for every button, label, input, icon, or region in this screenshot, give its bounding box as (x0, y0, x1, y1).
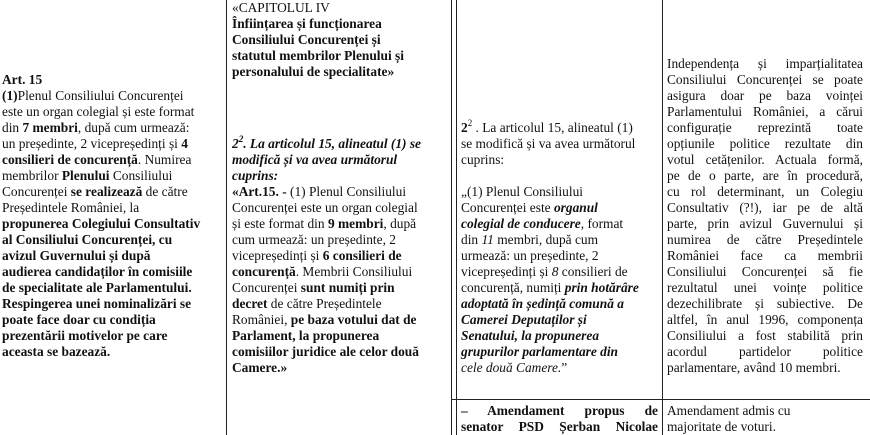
row-divider (451, 399, 870, 400)
text-line: Consiliului a fost stabilită prin (667, 328, 863, 343)
text-line: propunerea Colegiului Consultativ (2, 216, 201, 231)
text-line: României face ca membrii (667, 248, 863, 263)
text-line: modifică și va avea următorul (232, 152, 398, 167)
heading-line: Consiliului Concurenței și (232, 32, 381, 47)
text-line: senator PSD Șerban Nicolae (461, 419, 658, 434)
text-line: Parlamentului României, a cărui (667, 104, 863, 119)
column-divider (662, 0, 663, 435)
text-line: Respingerea unei nominalizări se (2, 296, 192, 311)
text-line: aceasta se bazează. (2, 344, 111, 359)
amendment-text-cell (461, 120, 658, 376)
text-line: grupurilor parlamentare din (461, 344, 619, 359)
text-line: Concurenței este organul (461, 200, 598, 215)
text-line: consilieri de concurență. Numirea (2, 152, 192, 167)
text-line: Amendament admis cu (667, 403, 791, 418)
text-line: majoritate de voturi. (667, 419, 776, 434)
text-line: Consiliului Concurenței să fie (667, 264, 863, 279)
text-line: Camerei Deputaților și (461, 312, 587, 327)
text-line: Consiliului Concurenței se poate (667, 72, 863, 87)
text-line: cuprins: (232, 168, 279, 183)
text-line: comisiilor juridice ale celor două (232, 344, 419, 359)
text-line: – Amendament propus de (461, 403, 658, 418)
text-line: adoptată în ședință comună a (461, 296, 624, 311)
amendment-author (461, 403, 658, 435)
text-line: votul cetățenilor. Actuala formă, (667, 152, 863, 167)
text-line: României, pe baza votului dat de (232, 312, 417, 327)
text-line: Independența și imparțialitatea (667, 56, 863, 71)
amendment-intro: $2^2$ . La articolul 15, alineatul (1) (461, 118, 633, 135)
text-line: Concurenței sunt numiți prin (232, 280, 395, 295)
motivation-cell (667, 56, 863, 376)
text-line: avizul Guvernului și după (2, 248, 151, 263)
text-line: Concurenței este un organ colegial (232, 200, 418, 215)
column-divider (226, 0, 227, 435)
text-line: din 11 membri, după cum (461, 232, 598, 247)
text-line: parte, prin avizul Guvernului și (667, 216, 863, 231)
text-line: cu rol determinant, un Colegiu (667, 184, 863, 199)
chapter-heading (232, 0, 448, 80)
text-line: Concurenței se realizează de către (2, 184, 188, 199)
text-line: de specialitate ale Parlamentului. (2, 280, 192, 295)
column-divider (451, 0, 452, 435)
text-line: rezultatul unei voințe politice (667, 280, 863, 295)
initiative-text-cell (232, 136, 448, 376)
text-line: asigura doar pe baza voinței (667, 88, 863, 103)
text-line: membrilor Plenului Consiliului (2, 168, 173, 183)
text-line: Consultativ (?!), iar pe de altă (667, 200, 863, 215)
text-line: audierea candidaților în comisiile (2, 264, 193, 279)
heading-line: statutul membrilor Plenului și (232, 48, 404, 63)
text-line: (1)Plenul Consiliului Concurenței (2, 88, 184, 103)
text-line: un președinte, 2 vicepreședinți și 4 (2, 136, 188, 151)
text-line: Parlament, la propunerea (232, 328, 380, 343)
vote-result (667, 403, 863, 435)
text-line: configurație reprezintă toate (667, 120, 863, 135)
column-divider (456, 0, 457, 435)
text-line: Camere.» (232, 360, 288, 375)
text-line: opțiunile politice rezultate din (667, 136, 863, 151)
text-line: cele două Camere.” (461, 360, 568, 375)
article-label: Art. 15 (2, 72, 43, 87)
amendment-intro: $2^2$. La articolul 15, alineatul (1) se (232, 134, 422, 151)
text-line: cum urmează: un președinte, 2 (232, 232, 396, 247)
text-line: concurență. Membrii Consiliului (232, 264, 413, 279)
text-line: vicepreședinți și 6 consilieri de (232, 248, 402, 263)
text-line: urmează: un președinte, 2 (461, 248, 599, 263)
text-line: este un organ colegial și este format (2, 104, 195, 119)
text-line: altfel, în anul 1996, componența (667, 312, 863, 327)
text-line: se modifică și va avea următorul (461, 136, 636, 151)
text-line: numirea de către Președintele (667, 232, 863, 247)
text-line: și este format din 9 membri, după (232, 216, 417, 231)
heading-line: Înființarea și funcționarea (232, 16, 382, 31)
original-text-cell (2, 72, 222, 360)
text-line: poate face doar cu condiția (2, 312, 156, 327)
text-line: pe de o parte, are în procedură, (667, 168, 863, 183)
text-line: al Consiliului Concurenței, cu (2, 232, 173, 247)
text-line: cuprins: (461, 152, 505, 167)
heading-line: «CAPITOLUL IV (232, 0, 330, 15)
text-line: parlamentare, având 10 membri. (667, 360, 841, 375)
text-line: Senatului, la propunerea (461, 328, 600, 343)
text-line: dezechilibrate și subiective. De (667, 296, 863, 311)
text-line: concurență, numiți prin hotărâre (461, 280, 639, 295)
heading-line: personalului de specialitate» (232, 64, 395, 79)
text-line: decret de către Președintele (232, 296, 382, 311)
text-line: vicepreședinți și 8 consilieri de (461, 264, 628, 279)
text-line: „(1) Plenul Consiliului (461, 184, 583, 199)
text-line: colegial de conducere, format (461, 216, 624, 231)
text-line: din 7 membri, după cum urmează: (2, 120, 190, 135)
text-line: Președintele României, la (2, 200, 140, 215)
text-line: acordul partidelor politice (667, 344, 863, 359)
text-line: prezentării motivelor pe care (2, 328, 168, 343)
text-line: «Art.15. - (1) Plenul Consiliului (232, 184, 407, 199)
